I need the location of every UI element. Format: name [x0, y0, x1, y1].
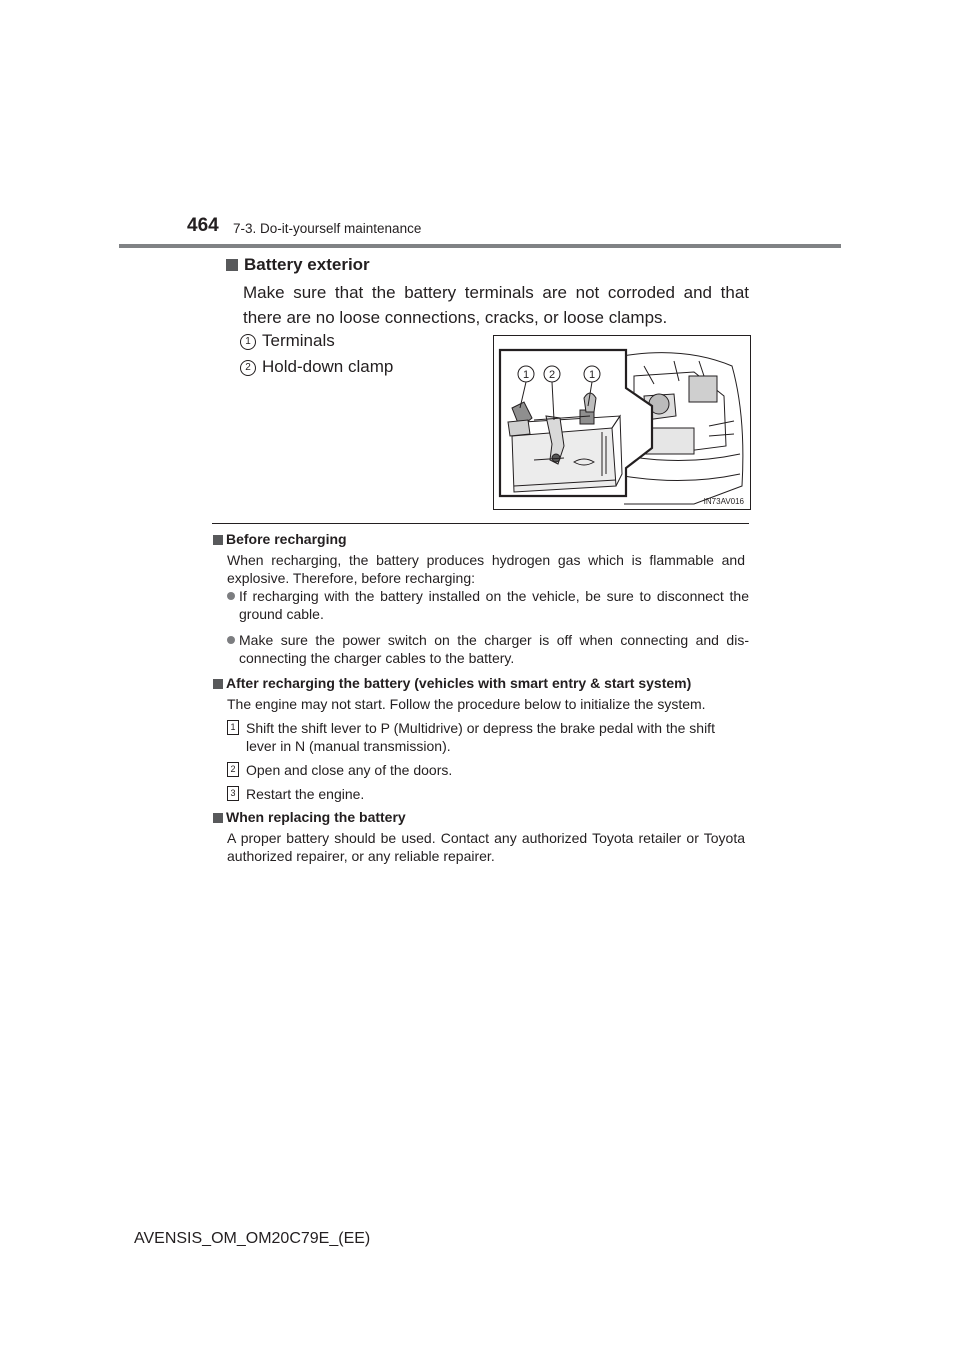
legend-number-icon: 1	[240, 334, 256, 350]
page-number: 464	[187, 215, 219, 236]
battery-exterior-heading: Battery exterior	[244, 255, 370, 274]
bullet-icon	[227, 592, 235, 600]
after-recharging-body: The engine may not start. Follow the procedure below to initialize the system.	[227, 696, 706, 712]
section-divider	[212, 523, 749, 524]
step-number-icon: 3	[227, 786, 239, 801]
bullet-disconnect-ground: If recharging with the battery installed on the vehicle, be sure to disconnect the ground cable.	[239, 588, 749, 622]
engine-bay-drawing	[494, 336, 750, 509]
legend-terminals: Terminals	[262, 331, 335, 350]
figure-code: IN73AV016	[703, 497, 744, 506]
square-bullet-icon	[213, 679, 223, 689]
battery-illustration	[493, 335, 751, 510]
square-bullet-icon	[213, 535, 223, 545]
step-number-icon: 1	[227, 720, 239, 735]
section-title: 7-3. Do-it-yourself maintenance	[233, 221, 422, 236]
legend-number-icon: 2	[240, 360, 256, 376]
step-1-text: Shift the shift lever to P (Multidrive) or depress the brake pedal with the shift lever in N (manual transmission).	[246, 720, 715, 754]
step-2-text: Open and close any of the doors.	[246, 762, 453, 778]
callout-1: 1	[522, 369, 530, 381]
step-3-text: Restart the engine.	[246, 786, 365, 802]
document-id: AVENSIS_OM_OM20C79E_(EE)	[134, 1230, 371, 1247]
square-bullet-icon	[226, 259, 238, 271]
before-recharging-heading: Before recharging	[226, 531, 347, 547]
legend-hold-down-clamp: Hold-down clamp	[262, 357, 394, 376]
bullet-power-switch: Make sure the power switch on the charger is off when connecting and dis-connecting the charger cables to the battery.	[239, 632, 749, 666]
bullet-icon	[227, 636, 235, 644]
after-recharging-heading: After recharging the battery (vehicles with smart entry & start system)	[226, 675, 692, 691]
callout-3: 1	[588, 369, 596, 381]
step-number-icon: 2	[227, 762, 239, 777]
callout-2: 2	[548, 369, 556, 381]
replacing-heading: When replacing the battery	[226, 809, 406, 825]
header-rule	[119, 244, 841, 248]
before-recharging-body: When recharging, the battery produces hydrogen gas which is flammable and explosive. Therefore, before recharging:	[227, 552, 745, 586]
square-bullet-icon	[213, 813, 223, 823]
battery-exterior-body: Make sure that the battery terminals are not corroded and that there are no loose connections, cracks, or loose clamps.	[243, 283, 749, 327]
replacing-body: A proper battery should be used. Contact any authorized Toyota retailer or Toyota authorized repairer, or any reliable repairer.	[227, 830, 745, 864]
